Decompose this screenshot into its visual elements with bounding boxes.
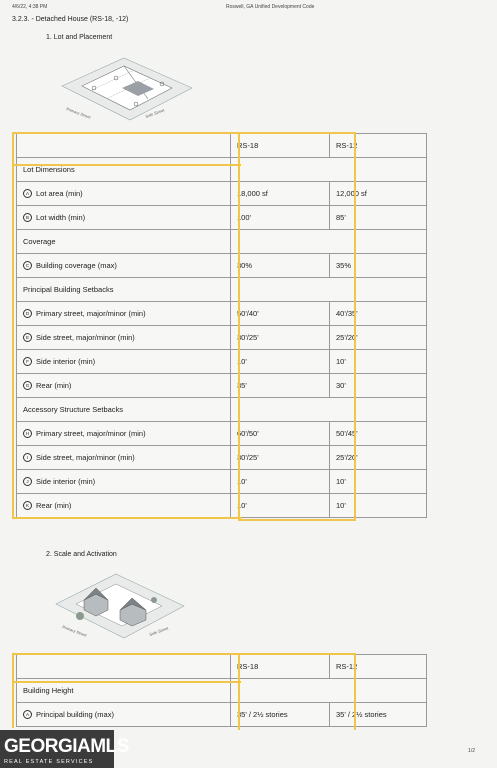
row-label-cell	[17, 422, 231, 446]
row-letter-icon: A	[23, 710, 32, 719]
table-row	[17, 326, 427, 350]
value-rs18: 35'	[231, 374, 330, 398]
row-label: Lot area (min)	[36, 188, 83, 198]
value-rs18: 100'	[231, 206, 330, 230]
document-title: Roswell, GA Unified Development Code	[226, 4, 315, 10]
row-letter-icon: I	[23, 453, 32, 462]
value-rs12: 10'	[330, 470, 427, 494]
row-label: Building coverage (max)	[36, 260, 117, 270]
table-row	[17, 206, 427, 230]
value-rs12: 85'	[330, 206, 427, 230]
value-rs18: 30'/25'	[231, 446, 330, 470]
row-label-cell	[17, 374, 231, 398]
value-rs12: 50'/45'	[330, 422, 427, 446]
watermark-brand: GEORGIAMLS	[4, 736, 129, 757]
lot-placement-table	[16, 133, 427, 518]
table-row	[17, 494, 427, 518]
georgiamls-watermark	[0, 730, 129, 768]
value-rs12: 35%	[330, 254, 427, 278]
table-row	[17, 254, 427, 278]
value-rs18: 30%	[231, 254, 330, 278]
row-label-cell	[17, 494, 231, 518]
value-rs18: 50'/40'	[231, 302, 330, 326]
value-rs18: 60'/50'	[231, 422, 330, 446]
row-label-cell	[17, 206, 231, 230]
column-header	[17, 134, 231, 158]
row-label-cell	[17, 182, 231, 206]
group-row	[17, 278, 427, 302]
group-row	[17, 230, 427, 254]
group-label: Building Height	[17, 679, 231, 703]
value-rs18: 30'/25'	[231, 326, 330, 350]
row-letter-icon: F	[23, 357, 32, 366]
page-number: 1/2	[468, 748, 475, 754]
scale-activation-illustration	[50, 564, 190, 646]
value-rs12: 35' / 2½ stories	[330, 703, 427, 727]
group-label: Lot Dimensions	[17, 158, 231, 182]
row-label: Rear (min)	[36, 500, 72, 510]
table-row	[17, 446, 427, 470]
breadcrumb: 3.2.3. - Detached House (RS-18, -12)	[12, 16, 129, 23]
group-empty-cell	[231, 278, 427, 302]
row-letter-icon: E	[23, 333, 32, 342]
value-rs12: 10'	[330, 350, 427, 374]
primary-street-label-2: Primary Street	[61, 624, 88, 638]
section-title-lot: 1. Lot and Placement	[46, 34, 113, 41]
value-rs18: 10'	[231, 494, 330, 518]
table-row	[17, 703, 427, 727]
row-label: Side interior (min)	[36, 476, 96, 486]
row-letter-icon: G	[23, 381, 32, 390]
table-row	[17, 470, 427, 494]
row-letter-icon: K	[23, 501, 32, 510]
group-label: Coverage	[17, 230, 231, 254]
group-empty-cell	[231, 398, 427, 422]
table-row	[17, 374, 427, 398]
row-label: Rear (min)	[36, 380, 72, 390]
row-label: Side street, major/minor (min)	[36, 452, 135, 462]
print-datetime: 4/6/22, 4:38 PM	[12, 4, 48, 10]
value-rs18: 35' / 2½ stories	[231, 703, 330, 727]
group-empty-cell	[231, 158, 427, 182]
row-label: Side street, major/minor (min)	[36, 332, 135, 342]
value-rs12: 10'	[330, 494, 427, 518]
header-row	[17, 655, 427, 679]
row-label: Primary street, major/minor (min)	[36, 308, 146, 318]
row-label-cell	[17, 446, 231, 470]
row-label-cell	[17, 326, 231, 350]
group-label: Accessory Structure Setbacks	[17, 398, 231, 422]
row-label: Principal building (max)	[36, 709, 114, 719]
column-header	[17, 655, 231, 679]
row-letter-icon: B	[23, 213, 32, 222]
value-rs12: 40'/35'	[330, 302, 427, 326]
side-street-label-2: Side Street	[148, 625, 169, 637]
group-label: Principal Building Setbacks	[17, 278, 231, 302]
group-row	[17, 158, 427, 182]
row-letter-icon: D	[23, 309, 32, 318]
row-label-cell	[17, 703, 231, 727]
value-rs12: 25'/20'	[330, 326, 427, 350]
row-label-cell	[17, 470, 231, 494]
column-header: RS-18	[231, 134, 330, 158]
watermark-tagline: REAL ESTATE SERVICES	[4, 759, 94, 765]
table-row	[17, 182, 427, 206]
value-rs18: 10'	[231, 470, 330, 494]
group-empty-cell	[231, 679, 427, 703]
row-label: Side interior (min)	[36, 356, 96, 366]
column-header: RS-12	[330, 134, 427, 158]
row-label: Primary street, major/minor (min)	[36, 428, 146, 438]
lot-placement-illustration	[52, 48, 202, 128]
column-header: RS-18	[231, 655, 330, 679]
value-rs12: 25'/20'	[330, 446, 427, 470]
scale-activation-table	[16, 654, 427, 727]
section-title-scale: 2. Scale and Activation	[46, 551, 117, 558]
table-row	[17, 422, 427, 446]
value-rs12: 12,000 sf	[330, 182, 427, 206]
header-row	[17, 134, 427, 158]
row-letter-icon: J	[23, 477, 32, 486]
primary-street-label: Primary Street	[65, 106, 92, 120]
row-label: Lot width (min)	[36, 212, 86, 222]
table-row	[17, 302, 427, 326]
row-label-cell	[17, 254, 231, 278]
row-letter-icon: A	[23, 189, 32, 198]
group-empty-cell	[231, 230, 427, 254]
row-letter-icon: C	[23, 261, 32, 270]
value-rs18: 18,000 sf	[231, 182, 330, 206]
column-header: RS-12	[330, 655, 427, 679]
value-rs18: 10'	[231, 350, 330, 374]
value-rs12: 30'	[330, 374, 427, 398]
group-row	[17, 679, 427, 703]
side-street-label: Side Street	[144, 107, 165, 119]
row-letter-icon: H	[23, 429, 32, 438]
group-row	[17, 398, 427, 422]
row-label-cell	[17, 302, 231, 326]
table-row	[17, 350, 427, 374]
row-label-cell	[17, 350, 231, 374]
